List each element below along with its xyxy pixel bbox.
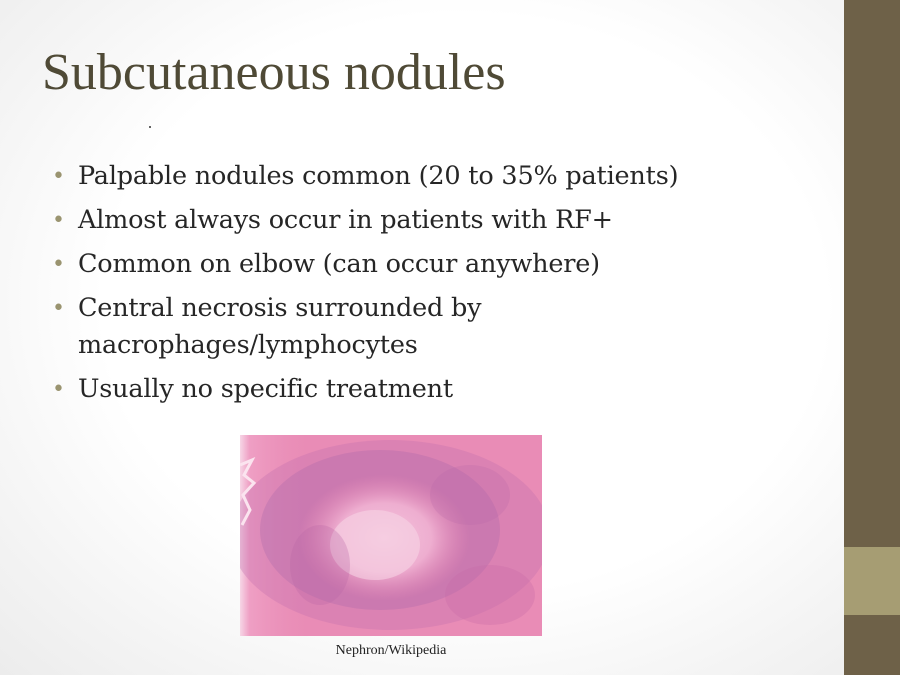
histology-image-graphic — [240, 435, 542, 636]
bullet-text: Usually no specific treatment — [78, 374, 453, 404]
bullet-marker: • — [52, 296, 65, 321]
bullet-text: Central necrosis surrounded by macrophages/lymphocytes — [78, 293, 482, 360]
bullet-text: Almost always occur in patients with RF+ — [78, 205, 613, 235]
bullet-text: Common on elbow (can occur anywhere) — [78, 249, 600, 279]
side-decoration-accent — [844, 547, 900, 615]
bullet-item — [52, 246, 772, 283]
bullet-item — [52, 290, 772, 364]
bullet-item — [52, 202, 772, 239]
image-caption: Nephron/Wikipedia — [335, 643, 447, 658]
bullet-item — [52, 371, 772, 408]
stray-dot — [149, 126, 151, 128]
bullet-marker: • — [52, 164, 65, 189]
bullet-list — [52, 158, 772, 415]
bullet-text: Palpable nodules common (20 to 35% patients) — [78, 161, 679, 191]
slide-title: Subcutaneous nodules — [42, 44, 506, 101]
bullet-marker: • — [52, 377, 65, 402]
bullet-item — [52, 158, 772, 195]
bullet-marker: • — [52, 208, 65, 233]
histology-image — [240, 435, 542, 636]
bullet-marker: • — [52, 252, 65, 277]
